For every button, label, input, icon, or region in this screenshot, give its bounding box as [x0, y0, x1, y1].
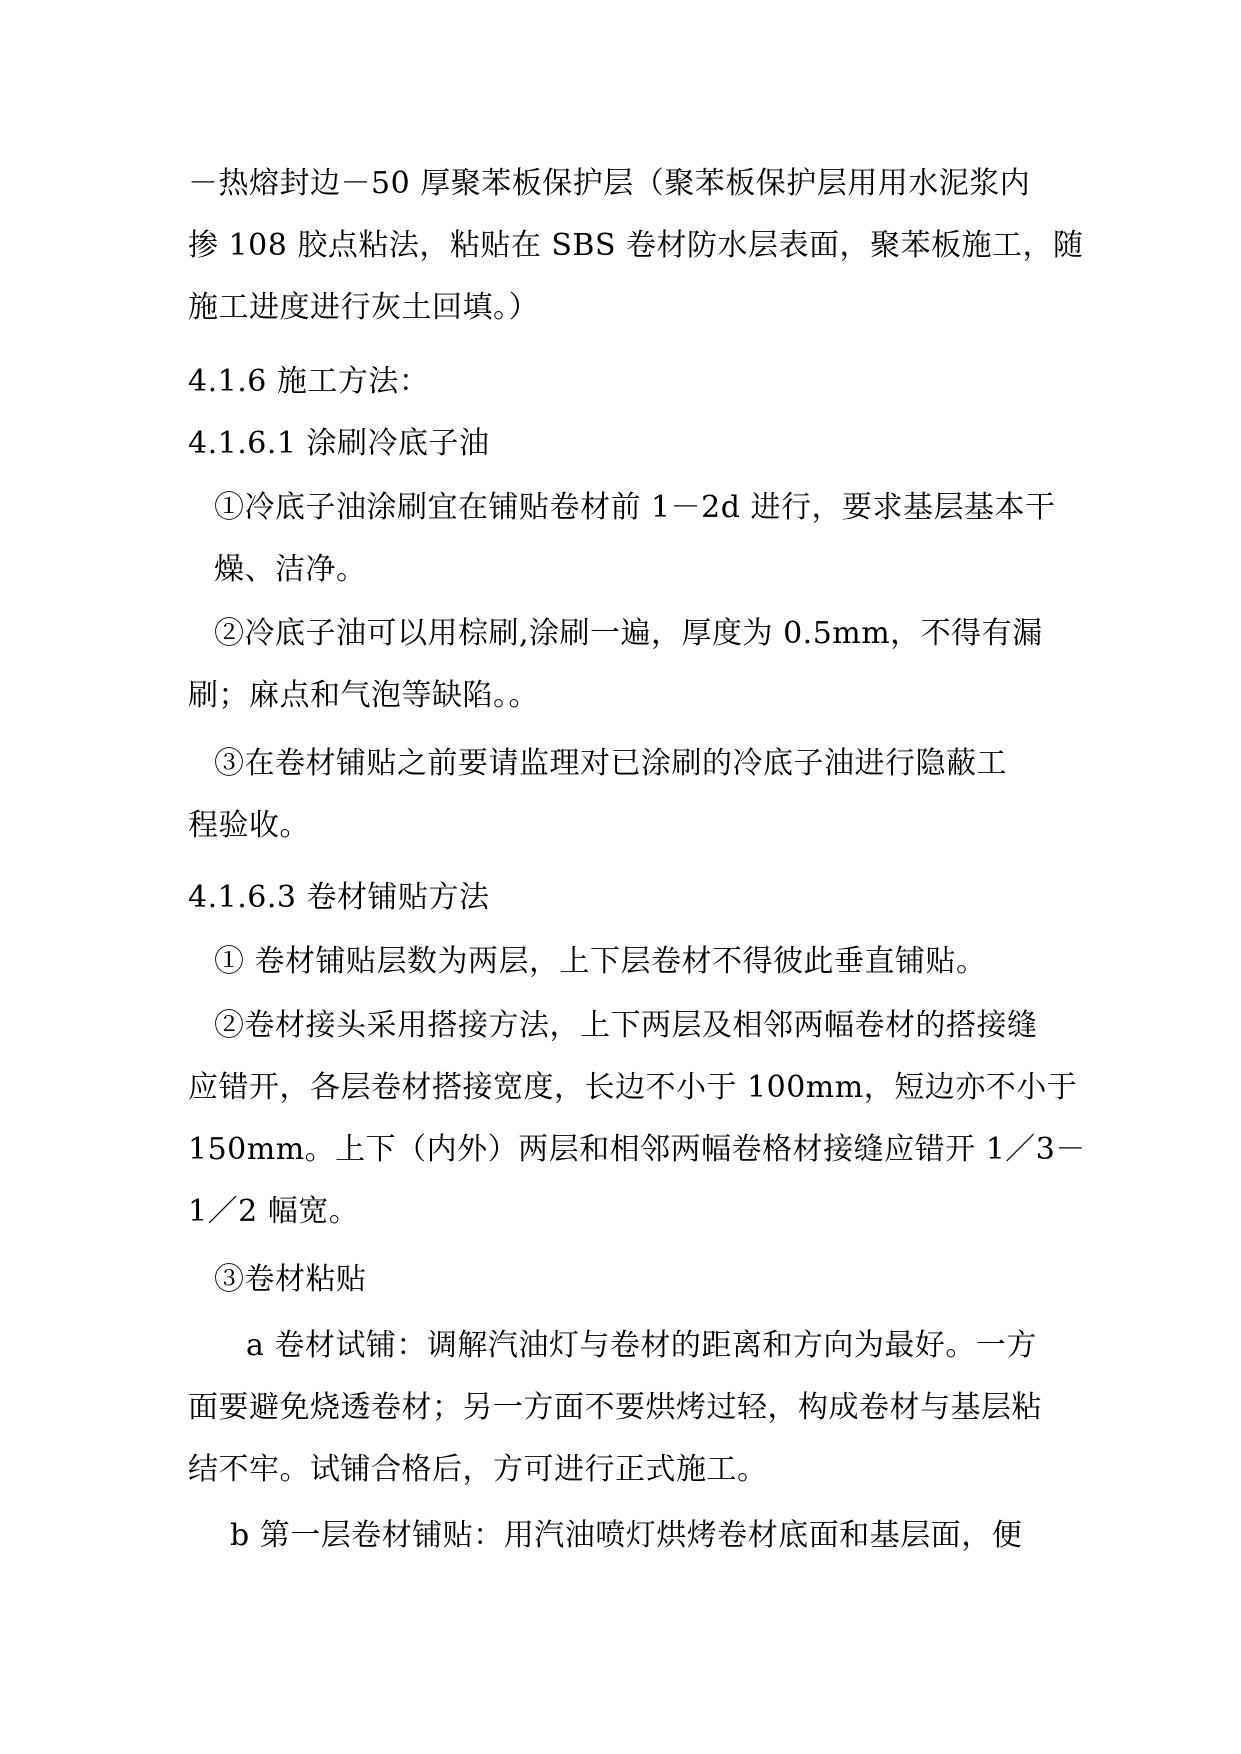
text-line: 应错开，各层卷材搭接宽度，长边不小于 100mm，短边亦不小于: [188, 1070, 1078, 1105]
text-line: 150mm。上下（内外）两层和相邻两幅卷格材接缝应错开 1／3－: [188, 1132, 1086, 1167]
text-line: 结不牢。试铺合格后，方可进行正式施工。: [188, 1452, 768, 1487]
text-line: 程验收。: [188, 808, 310, 843]
text-line: a 卷材试铺：调解汽油灯与卷材的距离和方向为最好。一方: [246, 1328, 1037, 1363]
text-line: 1／2 幅宽。: [188, 1194, 360, 1229]
text-line: 施工进度进行灰土回填。）: [188, 290, 539, 325]
text-line: 面要避免烧透卷材；另一方面不要烘烤过轻，构成卷材与基层粘: [188, 1390, 1042, 1425]
subsection-heading: 4.1.6.1 涂刷冷底子油: [188, 426, 490, 461]
text-line: －热熔封边－50 厚聚苯板保护层（聚苯板保护层用用水泥浆内: [188, 166, 1031, 201]
text-line: ②卷材接头采用搭接方法，上下两层及相邻两幅卷材的搭接缝: [214, 1008, 1038, 1043]
text-line: ③在卷材铺贴之前要请监理对已涂刷的冷底子油进行隐蔽工: [214, 746, 1007, 781]
text-line: 掺 108 胶点粘法，粘贴在 SBS 卷材防水层表面，聚苯板施工，随: [188, 228, 1084, 263]
text-line: ②冷底子油可以用棕刷,涂刷一遍，厚度为 0.5mm，不得有漏: [214, 616, 1043, 651]
text-line: ① 卷材铺贴层数为两层，上下层卷材不得彼此垂直铺贴。: [214, 944, 987, 979]
subsection-heading: 4.1.6.3 卷材铺贴方法: [188, 880, 490, 915]
section-heading: 4.1.6 施工方法：: [188, 364, 430, 399]
text-line: 燥、洁净。: [214, 552, 367, 587]
text-line: 刷；麻点和气泡等缺陷。。: [188, 678, 539, 713]
text-line: ①冷底子油涂刷宜在铺贴卷材前 1－2d 进行，要求基层基本干: [214, 490, 1056, 525]
text-line: ③卷材粘贴: [214, 1262, 367, 1297]
text-line: b 第一层卷材铺贴：用汽油喷灯烘烤卷材底面和基层面，便: [230, 1518, 1023, 1553]
